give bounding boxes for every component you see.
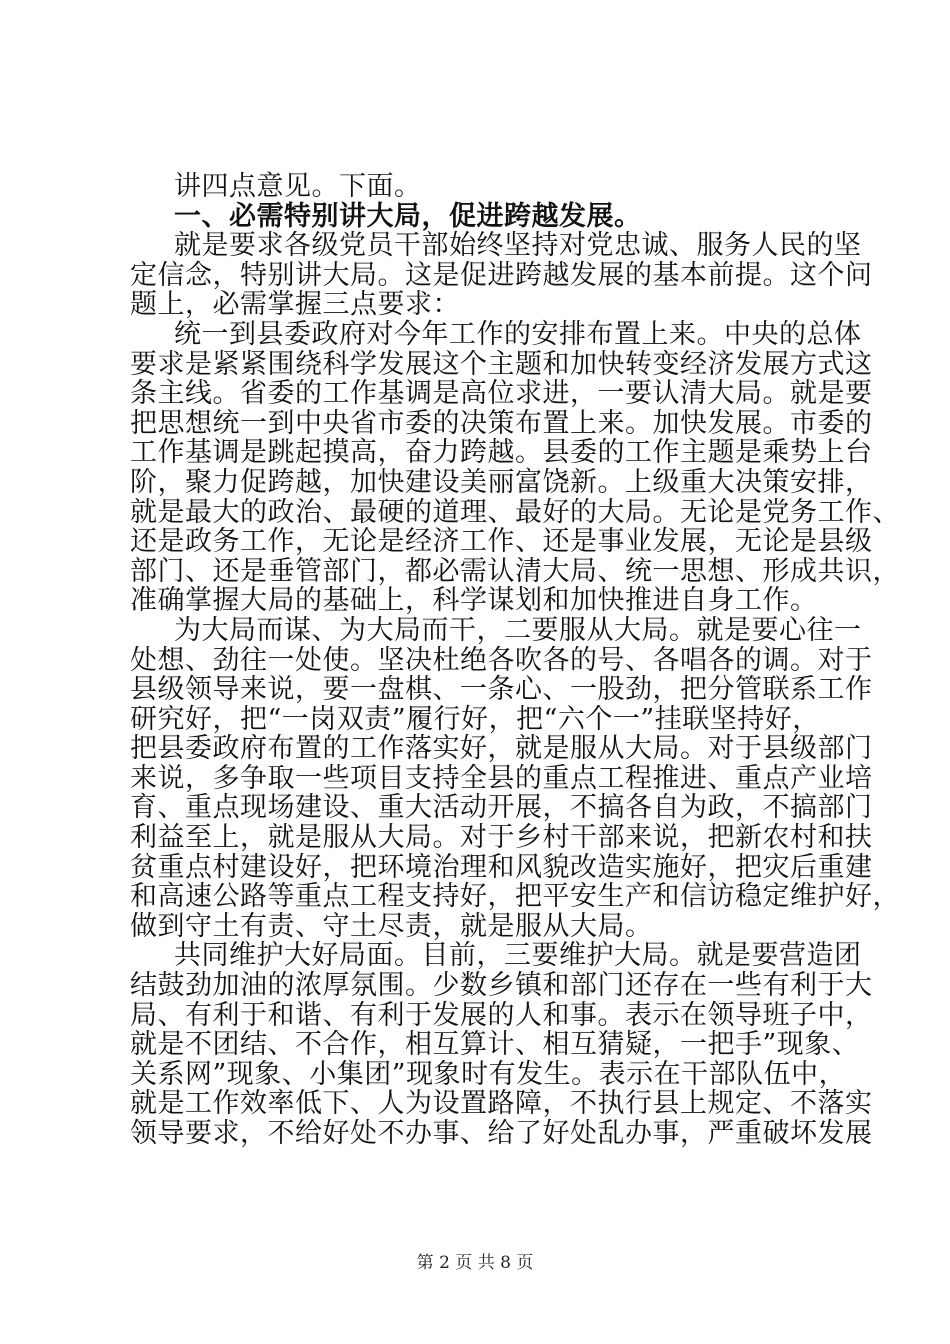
text-line: 研究好，把“一岗双责”履行好，把“六个一”挂联坚持好， <box>130 703 820 735</box>
text-line: 就是要求各级党员干部始终坚持对党忠诚、服务人民的坚 <box>174 230 862 262</box>
text-line: 领导要求，不给好处不办事、给了好处乱办事，严重破坏发展 <box>130 1118 873 1149</box>
page-footer: 第 2 页 共 8 页 <box>416 1253 534 1273</box>
text-line: 工作基调是跳起摸高，奋力跨越。县委的工作主题是乘势上台 <box>130 437 873 469</box>
text-line: 把思想统一到中央省市委的决策布置上来。加快发展。市委的 <box>130 407 873 439</box>
text-line: 县级领导来说，要一盘棋、一条心、一股劲，把分管联系工作 <box>130 674 873 706</box>
text-line: 就是最大的政治、最硬的道理、最好的大局。无论是党务工作、 <box>130 496 900 528</box>
text-line: 还是政务工作，无论是经济工作、还是事业发展，无论是县级 <box>130 526 873 558</box>
text-line: 局、有利于和谐、有利于发展的人和事。表示在领导班子中， <box>130 999 873 1031</box>
text-line: 就是工作效率低下、人为设置路障，不执行县上规定、不落实 <box>130 1088 873 1120</box>
text-line: 把县委政府布置的工作落实好，就是服从大局。对于县级部门 <box>130 733 873 765</box>
text-line: 讲四点意见。下面。 <box>174 171 422 202</box>
text-line: 结鼓劲加油的浓厚氛围。少数乡镇和部门还存在一些有利于大 <box>130 970 873 1002</box>
text-line: 做到守土有责、守土尽责，就是服从大局。 <box>130 910 653 942</box>
text-line: 处想、劲往一处使。坚决杜绝各吹各的号、各唱各的调。对于 <box>130 644 873 676</box>
text-line: 定信念，特别讲大局。这是促进跨越发展的基本前提。这个问 <box>130 259 873 291</box>
text-line: 关系网”现象、小集团”现象时有发生。表示在干部队伍中， <box>130 1058 847 1090</box>
text-line: 条主线。省委的工作基调是高位求进，一要认清大局。就是要 <box>130 378 873 410</box>
text-line: 统一到县委政府对今年工作的安排布置上来。中央的总体 <box>174 318 862 350</box>
text-line: 来说，多争取一些项目支持全县的重点工程推进、重点产业培 <box>130 762 873 794</box>
text-line: 共同维护大好局面。目前，三要维护大局。就是要营造团 <box>174 940 862 972</box>
text-line: 部门、还是垂管部门，都必需认清大局、统一思想、形成共识， <box>130 555 900 587</box>
text-line: 要求是紧紧围绕科学发展这个主题和加快转变经济发展方式这 <box>130 348 873 380</box>
text-line: 贫重点村建设好，把环境治理和风貌改造实施好，把灾后重建 <box>130 851 873 883</box>
document-body <box>130 171 900 1149</box>
text-line: 就是不团结、不合作，相互算计、相互猜疑，一把手”现象、 <box>130 1029 860 1061</box>
text-line: 题上，必需掌握三点要求： <box>130 289 460 321</box>
text-line: 为大局而谋、为大局而干，二要服从大局。就是要心往一 <box>174 614 862 646</box>
text-line: 利益至上，就是服从大局。对于乡村干部来说，把新农村和扶 <box>130 822 873 854</box>
text-line: 阶，聚力促跨越，加快建设美丽富饶新。上级重大决策安排， <box>130 466 873 498</box>
text-line: 育、重点现场建设、重大活动开展，不搞各自为政，不搞部门 <box>130 792 873 824</box>
text-line: 和高速公路等重点工程支持好，把平安生产和信访稳定维护好， <box>130 881 900 913</box>
section-heading: 一、必需特别讲大局，促进跨越发展。 <box>174 200 642 232</box>
text-line: 准确掌握大局的基础上，科学谋划和加快推进自身工作。 <box>130 585 818 617</box>
